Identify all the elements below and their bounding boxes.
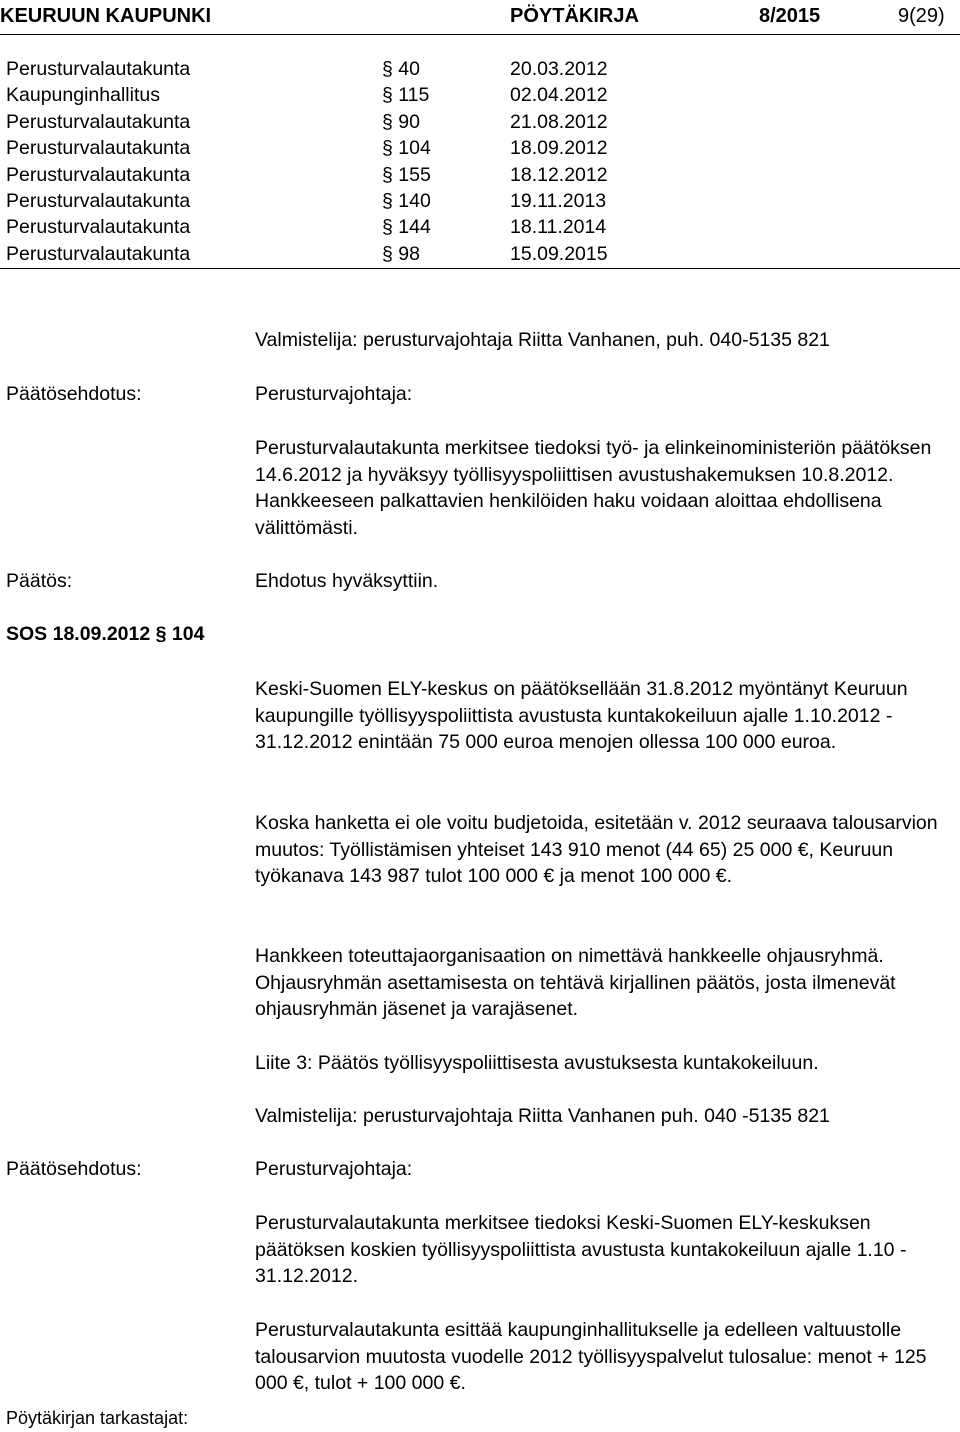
section-heading: SOS 18.09.2012 § 104 xyxy=(6,623,205,645)
reference-section: § 40 xyxy=(382,58,420,80)
reference-row xyxy=(0,162,960,188)
reference-body: Perusturvalautakunta xyxy=(6,242,191,265)
preparer-line-2: Valmistelija: perusturvajohtaja Riitta Vanhanen puh. 040 -5135 821 xyxy=(255,1105,830,1127)
reference-date: 20.03.2012 xyxy=(510,58,608,80)
reference-body: Perusturvalautakunta xyxy=(6,110,191,133)
proposal-label-2: Päätösehdotus: xyxy=(6,1158,142,1180)
reference-row xyxy=(0,241,960,267)
document-type: PÖYTÄKIRJA xyxy=(510,5,639,27)
document-number: 8/2015 xyxy=(759,5,821,27)
reference-row xyxy=(0,56,960,82)
reviewers-label: Pöytäkirjan tarkastajat: xyxy=(6,1408,189,1428)
reference-date: 21.08.2012 xyxy=(510,110,608,133)
attachment-line: Liite 3: Päätös työllisyyspoliittisesta avustuksesta kuntakokeiluun. xyxy=(255,1052,819,1074)
preparer-line: Valmistelija: perusturvajohtaja Riitta Vanhanen, puh. 040-5135 821 xyxy=(255,329,830,351)
reference-date: 02.04.2012 xyxy=(510,84,608,107)
reference-section: § 90 xyxy=(382,110,420,133)
proposal-text-2a: Perusturvalautakunta merkitsee tiedoksi Keski-Suomen ELY-keskuksen päätöksen koskien työllisyyspoliittista avustusta kuntakokeiluun ajalle 1.10 - 31.12.2012. xyxy=(255,1212,907,1288)
reference-section: § 155 xyxy=(382,163,431,186)
reference-date: 18.11.2014 xyxy=(510,216,607,239)
reference-section: § 104 xyxy=(382,137,431,160)
reference-section: § 144 xyxy=(382,216,431,239)
reference-date: 18.09.2012 xyxy=(510,137,608,160)
ely-decision-paragraph: Keski-Suomen ELY-keskus on päätöksellään 31.8.2012 myöntänyt Keuruun kaupungille työllisyyspoliittista avustusta kuntakokeiluun ajalle 1.10.2012 - 31.12.2012 enintään 75 000 euroa menojen ollessa 100 000 euroa. xyxy=(255,678,908,754)
org-name: KEURUUN KAUPUNKI xyxy=(0,5,212,27)
reference-date: 19.11.2013 xyxy=(510,190,607,212)
reference-body: Kaupunginhallitus xyxy=(6,84,160,107)
reference-body: Perusturvalautakunta xyxy=(6,137,191,160)
proposer-label: Perusturvajohtaja: xyxy=(255,383,413,405)
proposal-text-2b: Perusturvalautakunta esittää kaupunginhallitukselle ja edelleen valtuustolle talousarvion muutosta vuodelle 2012 työllisyyspalvelut tulosalue: menot + 125 000 €, tulot + 100 000 €. xyxy=(255,1319,927,1395)
reference-row xyxy=(0,82,960,108)
proposal-label: Päätösehdotus: xyxy=(6,383,142,405)
reference-row xyxy=(0,188,960,214)
steering-group-paragraph: Hankkeen toteuttajaorganisaation on nimettävä hankkeelle ohjausryhmä. Ohjausryhmän asettamisesta on tehtävä kirjallinen päätös, josta ilmenevät ohjausryhmän jäsenet ja varajäsenet. xyxy=(255,945,896,1021)
reference-row xyxy=(0,214,960,240)
reference-body: Perusturvalautakunta xyxy=(6,216,191,239)
budget-change-paragraph: Koska hanketta ei ole voitu budjetoida, esitetään v. 2012 seuraava talousarvion muutos: Työllistämisen yhteiset 143 910 menot (44 65) 25 000 €, Keuruun työkanava 143 987 tulot 100 000 € ja menot 100 000 €. xyxy=(255,812,938,888)
page-number: 9(29) xyxy=(898,5,945,27)
reference-section: § 140 xyxy=(382,190,431,212)
reference-row xyxy=(0,135,960,161)
reference-body: Perusturvalautakunta xyxy=(6,190,191,212)
proposer-label-2: Perusturvajohtaja: xyxy=(255,1158,413,1180)
reference-divider xyxy=(0,268,960,269)
decision-text: Ehdotus hyväksyttiin. xyxy=(255,570,439,592)
reference-body: Perusturvalautakunta xyxy=(6,58,191,80)
reference-body: Perusturvalautakunta xyxy=(6,163,191,186)
proposal-text: Perusturvalautakunta merkitsee tiedoksi työ- ja elinkeinoministeriön päätöksen 14.6.2012 ja hyväksyy työllisyyspoliittisen avustushakemuksen 10.8.2012. Hankkeeseen palkattavien henkilöiden haku voidaan aloittaa ehdollisena välittömästi. xyxy=(255,437,932,539)
reference-section: § 115 xyxy=(382,84,430,107)
reference-section: § 98 xyxy=(382,242,420,265)
reference-date: 18.12.2012 xyxy=(510,163,608,186)
reference-row xyxy=(0,109,960,135)
page-header xyxy=(0,0,960,35)
reference-date: 15.09.2015 xyxy=(510,242,608,265)
decision-label: Päätös: xyxy=(6,570,73,592)
